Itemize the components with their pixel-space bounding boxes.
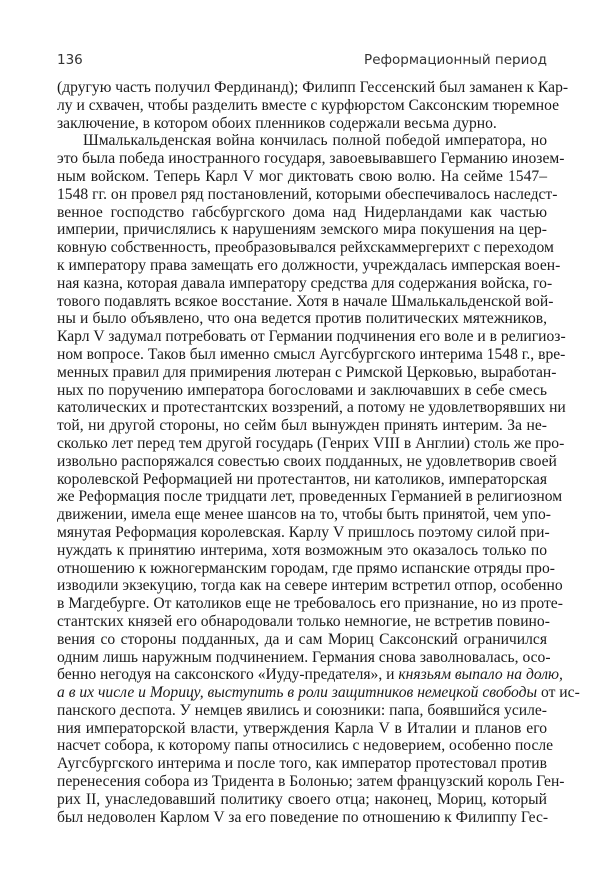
- text-line: ная казна, которая давала императору средства для содержания войска, го-: [57, 274, 553, 292]
- text-line: движении, имела еще менее шансов на то, чтобы быть принятой, чем упо-: [57, 506, 551, 524]
- text-line: рих II, унаследовавший политику своего отца; наконец, Мориц, который: [57, 790, 547, 808]
- text-line: к императору права замещать его должности, учреждалась имперская воен-: [57, 256, 561, 274]
- text-line: бенно негодуя на саксонского «Иуду-предателя», и князьям выпало на долю,: [57, 666, 563, 684]
- text-line: королевской Реформацией ни протестантов, ни католиков, императорская: [57, 470, 547, 488]
- text-line: ных по поручению императора богословами и заключавших в себе смесь: [57, 381, 547, 399]
- text-line: (другую часть получил Фердинанд); Филипп Гессенский был заманен к Кар-: [57, 79, 569, 96]
- running-head: [57, 52, 547, 70]
- text-line: изводили экзекуцию, тогда как на севере интерим встретил отпор, особенно: [57, 577, 563, 595]
- text-line: 1548 гг. он провел ряд постановлений, которыми обеспечивалось наследст-: [57, 185, 558, 203]
- text-line: заключение, в котором обоих пленников содержали весьма дурно.: [57, 114, 497, 132]
- text-line: стантских князей его обнародовали только немногие, не встретив повино-: [57, 612, 550, 630]
- text-line: это была победа иностранного государя, завоевывавшего Германию инозем-: [57, 150, 565, 168]
- text-line: а в их числе и Морицу, выступить в роли защитников немецкой свободы от ис-: [57, 684, 580, 702]
- text-line: ным войском. Теперь Карл V мог диктовать свою волю. На сейме 1547–: [57, 167, 547, 185]
- text-line: нуждать к принятию интерима, хотя возможным это оказалось только по: [57, 541, 547, 559]
- text-line: империи, причислялись к нарушениям земского мира покушения на цер-: [57, 221, 547, 239]
- text-line: одним лишь наружным подчинением. Германия снова заволновалась, осо-: [57, 648, 551, 666]
- text-line: в Магдебурге. От католиков еще не требовалось его признание, но из проте-: [57, 595, 563, 613]
- text-line: тового подавлять всякое восстание. Хотя в начале Шмалькальденской вой-: [57, 292, 554, 310]
- text-line: ны и было объявлено, что она ведется против политических мятежников,: [57, 310, 547, 328]
- text-line: же Реформация после тридцати лет, проведенных Германией в религиозном: [57, 488, 563, 506]
- text-line: ния императорской власти, утверждения Карла V в Италии и планов его: [57, 719, 547, 737]
- text-line: той, ни другой стороны, но сейм был вынужден принять интерим. За не-: [57, 417, 547, 435]
- text-line: перенесения собора из Тридента в Болонью; затем французский король Ген-: [57, 773, 565, 791]
- text-line: ковную собственность, преобразовывался рейхскаммергерихт с переходом: [57, 239, 554, 257]
- text-line: католических и протестантских воззрений, а потому не удовлетворявших ни: [57, 399, 566, 417]
- page-number: 136: [57, 52, 83, 68]
- text-line: панского деспота. У немцев явились и союзники: папа, боявшийся усиле-: [57, 701, 547, 719]
- text-line: менных правил для примирения лютеран с Римской Церковью, выработан-: [57, 363, 557, 381]
- text-line: венное господство габсбургского дома над Нидерландами как частью: [57, 203, 547, 221]
- text-line: отношению к южногерманским городам, где прямо испанские отряды про-: [57, 559, 555, 577]
- text-line: Аугсбургского интерима и после того, как император протестовал против: [57, 755, 547, 773]
- text-line: вения со стороны подданных, да и сам Мориц Саксонский ограничился: [57, 630, 547, 648]
- body-text: [57, 79, 580, 826]
- text-line: насчет собора, к которому папы относились с недоверием, особенно после: [57, 737, 554, 755]
- text-line: Шмалькальденская война кончилась полной победой императора, но: [83, 132, 547, 150]
- text-line: лу и схвачен, чтобы разделить вместе с курфюрстом Саксонским тюремное: [57, 96, 559, 114]
- text-line: был недоволен Карлом V за его поведение по отношению к Филиппу Гес-: [57, 808, 549, 826]
- text-line: ном вопросе. Таков был именно смысл Аугсбургского интерима 1548 г., вре-: [57, 345, 566, 363]
- text-line: сколько лет перед тем другой государь (Генрих VIII в Англии) столь же про-: [57, 434, 565, 452]
- text-line: мянутая Реформация королевская. Карлу V пришлось поэтому силой при-: [57, 523, 550, 541]
- italic-text: князьям выпало на долю,: [398, 666, 563, 684]
- italic-text: а в их числе и Морицу, выступить в роли защитников немецкой свободы: [57, 684, 538, 702]
- text-line: извольно распоряжался совестью своих подданных, не удовлетворив своей: [57, 452, 557, 470]
- section-title: Реформационный период: [364, 52, 547, 68]
- text-line: Карл V задумал потребовать от Германии подчинения его воле и в религиоз-: [57, 328, 566, 346]
